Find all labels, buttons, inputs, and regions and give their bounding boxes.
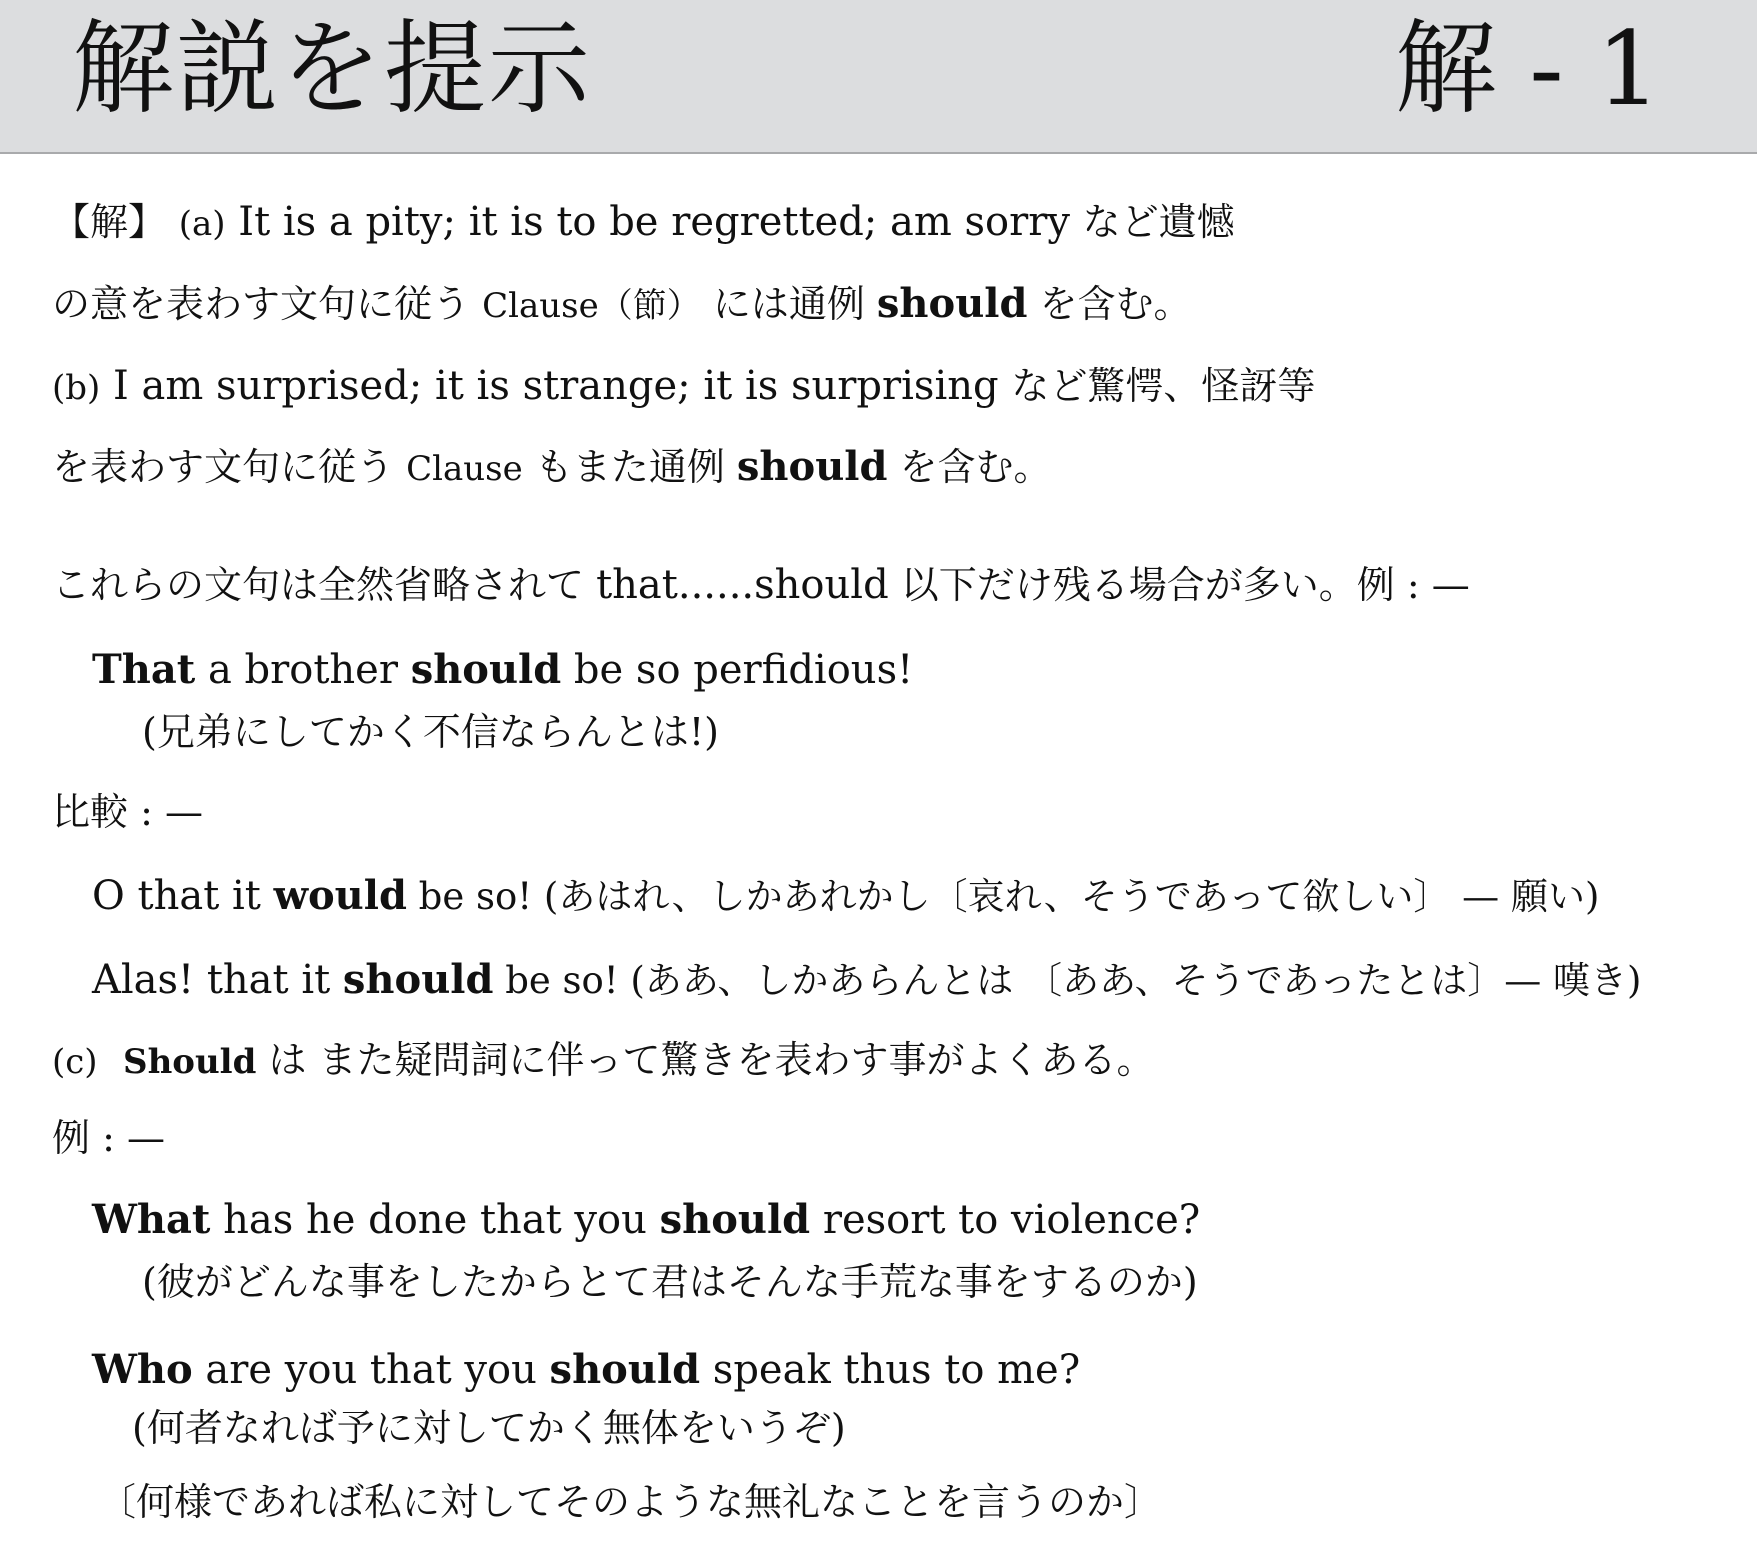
example-2-translation: (彼がどんな事をしたからとて君はそんな手荒な事をするのか) [142,1260,1198,1304]
section-c-line [52,1036,1155,1084]
keyword-should-b: should [736,443,888,490]
marker-c: (c) [52,1042,98,1082]
section-a-line-1 [52,198,1235,246]
marker-a: (a) [178,204,226,244]
ex3-text-1: are you that you [192,1347,550,1393]
text-a2-jp1: の意を表わす文句に従う [52,282,483,326]
example-3-translation: (何者なれば予に対してかく無体をいうぞ) [132,1406,846,1450]
keyword-should-c: Should [123,1042,257,1082]
marker-b: (b) [52,368,101,408]
text-b2-jp1: を表わす文句に従う [52,445,407,489]
cmp1-keyword: would [273,872,407,919]
example-1-translation: (兄弟にしてかく不信ならんとは!) [142,710,719,754]
text-a2-jp2: には通例 [700,282,877,326]
section-b-line-1 [52,362,1315,410]
phrase-list-b: I am surprised; it is strange; it is surprising [100,363,1012,409]
example-label: 例 : — [52,1116,165,1160]
compare-1 [92,872,1599,920]
slide-header [0,0,1757,154]
cmp2-keyword: should [342,956,494,1003]
compare-2 [92,956,1642,1004]
ex3-keyword-2: should [549,1346,701,1393]
ex3-keyword-1: Who [92,1346,193,1393]
text-c-jp: は また疑問詞に伴って驚きを表わす事がよくある。 [256,1038,1155,1082]
omission-jp-2: 以下だけ残る場合が多い。例 : — [888,563,1470,607]
ex1-text-2: be so perfidious! [561,647,914,693]
ex1-text-1: a brother [195,647,411,693]
cmp2-text-1: Alas! that it [92,957,343,1003]
cmp1-text-2: be so! (あはれ、しかあれかし〔哀れ、そうであって欲しい〕 — 願い) [406,875,1600,918]
page-number: 解 - 1 [1394,10,1661,129]
ex2-text-1: has he done that you [210,1197,660,1243]
omission-note [52,561,1470,609]
ex1-keyword-1: That [92,646,196,693]
ex2-text-2: resort to violence? [810,1197,1201,1243]
omission-en: that......should [596,562,889,608]
text-b2-jp3: を含む。 [887,445,1052,489]
ex2-keyword-2: should [659,1196,811,1243]
clause-term-a: Clause（節） [482,286,701,326]
example-3-modern-translation: 〔何様であれば私に対してそのような無礼なことを言うのか〕 [98,1480,1163,1524]
text-b2-jp2: もまた通例 [522,445,737,489]
keyword-should-a: should [876,280,1028,327]
text-a-jp: など遺憾 [1082,200,1235,244]
ex1-keyword-2: should [410,646,562,693]
ex2-keyword-1: What [92,1196,211,1243]
slide-title: 解説を提示 [72,10,592,129]
ex3-text-2: speak thus to me? [700,1347,1081,1393]
omission-jp-1: これらの文句は全然省略されて [52,563,597,607]
example-3-sentence [92,1346,1080,1394]
example-1-sentence [92,646,913,694]
cmp2-text-2: be so! (ああ、しかあらんとは 〔ああ、そうであったとは〕— 嘆き) [493,959,1642,1002]
text-b-jp: など驚愕、怪訝等 [1011,364,1316,408]
cmp1-text-1: O that it [92,873,274,919]
phrase-list-a: It is a pity; it is to be regretted; am sorry [225,199,1083,245]
compare-label: 比較 : — [52,790,203,834]
text-a2-jp3: を含む。 [1027,282,1192,326]
section-a-line-2 [52,280,1192,328]
example-2-sentence [92,1196,1200,1244]
answer-bracket: 【解】 [52,200,167,244]
section-b-line-2 [52,443,1052,491]
clause-term-b: Clause [406,449,523,489]
